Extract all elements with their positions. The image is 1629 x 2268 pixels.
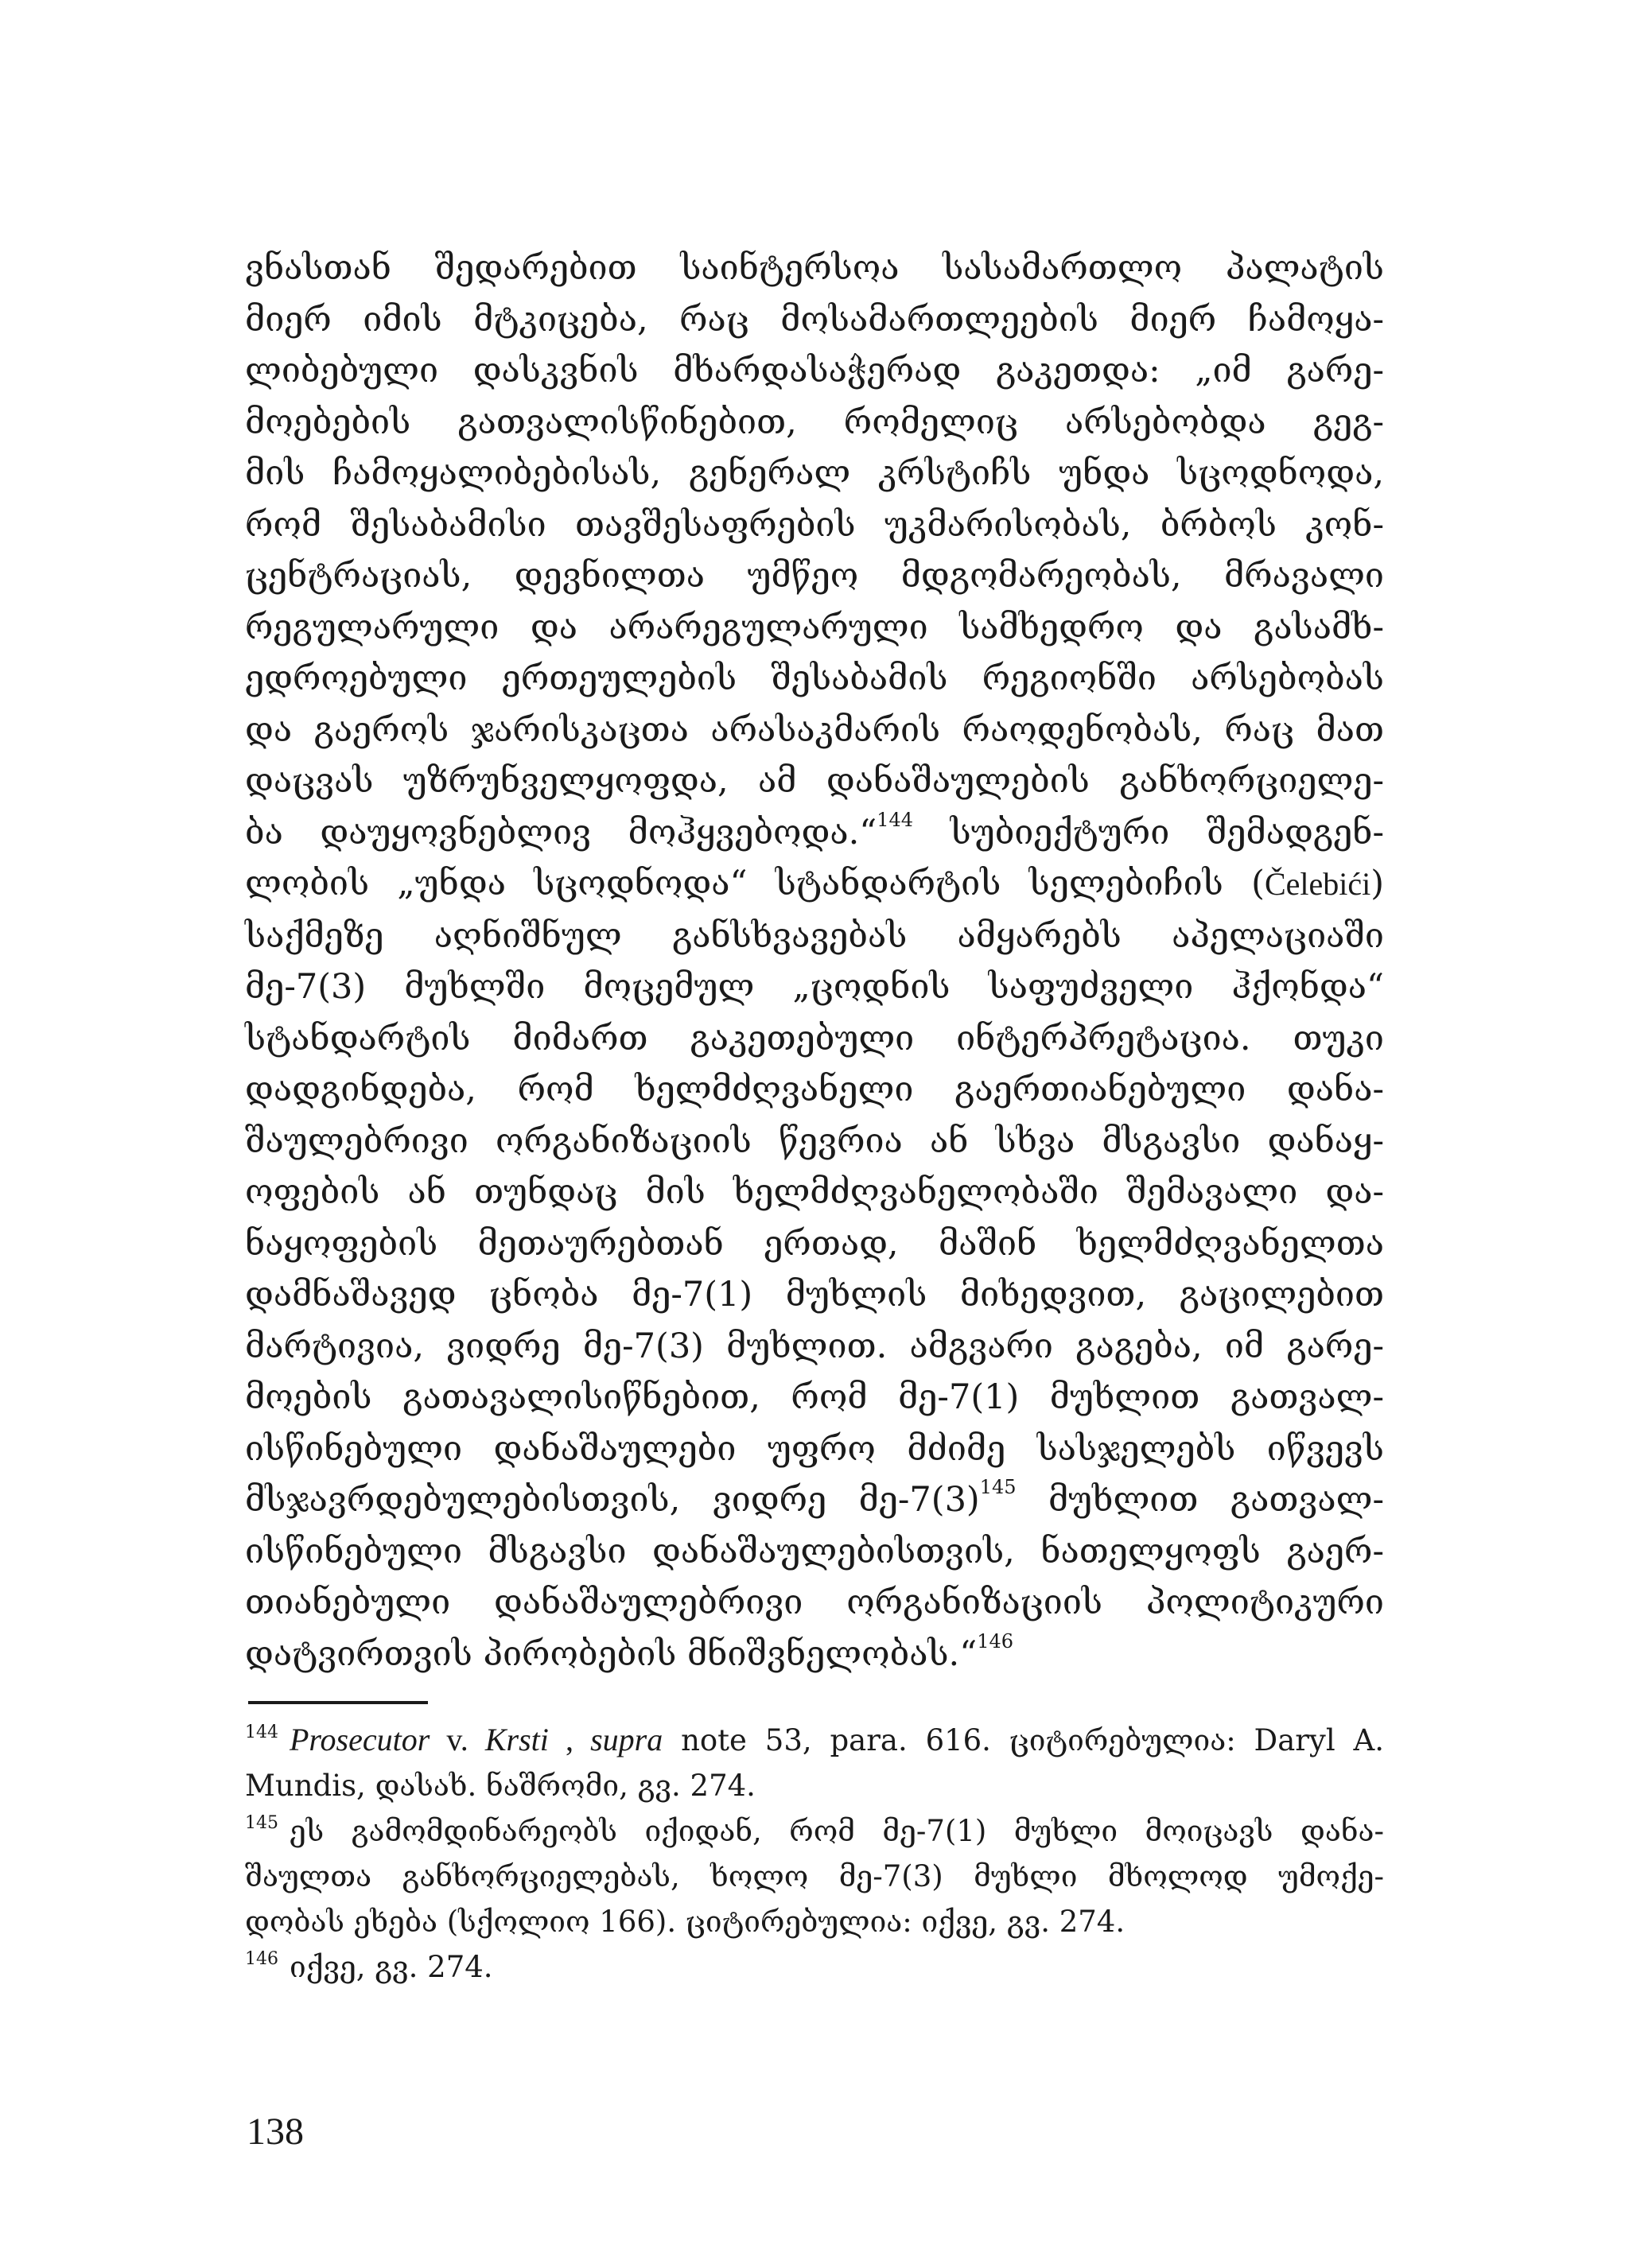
text-line: საქმეზე აღნიშნულ განსხვავებას ამყარებს აპელაციაში [245,915,1384,956]
text-line: მიერ იმის მტკიცება, რაც მოსამართლეების მიერ ჩამოყა- [245,299,1384,340]
main-text [245,243,1384,1680]
footnote-line [245,1717,1384,1763]
text-segment: მუხლით გათვალ- [1016,1480,1384,1520]
text-line [245,1474,1384,1526]
text-line: მის ჩამოყალიბებისას, გენერალ კრსტიჩს უნდა სცოდნოდა, [245,453,1384,493]
text-line: ვნასთან შედარებით საინტერსოა სასამართლო პალატის [245,248,1384,288]
footnote-ref-144[interactable]: 144 [877,808,914,831]
footnote-number: 146 [245,1949,278,1969]
text-line: ლიბებული დასკვნის მხარდასაჭერად გაკეთდა: „იმ გარე- [245,351,1384,390]
footnote-line [245,1808,1384,1854]
text-line: მე-7(3) მუხლში მოცემულ „ცოდნის საფუძველი ჰქონდა“ [245,967,1384,1007]
text-line: ედროებული ერთეულების შესაბამის რეგიონში არსებობას [245,658,1384,698]
text-line: მოებების გათვალისწინებით, რომელიც არსებობდა გეგ- [245,402,1384,442]
text-segment: note 53, para. 616. ციტირებულია: Daryl A. [663,1723,1384,1757]
footnote-number: 145 [245,1813,278,1833]
footnote-ref-146[interactable]: 146 [977,1629,1014,1652]
text-line: სტანდარტის მიმართ გაკეთებული ინტერპრეტაცია. თუკი [245,1018,1384,1058]
supra: supra [590,1722,663,1757]
text-line: ისწინებული მსგავსი დანაშაულებისთვის, ნათელყოფს გაერ- [245,1531,1384,1571]
text-line: დადგინდება, რომ ხელმძღვანელი გაერთიანებული დანა- [245,1070,1384,1109]
text-line: ოფების ან თუნდაც მის ხელმძღვანელობაში შემავალი და- [245,1172,1384,1212]
text-line [245,858,1384,911]
text-segment: , [548,1722,591,1757]
text-segment: იქვე, გვ. 274. [290,1950,493,1984]
text-segment: დატვირთვის პირობების მნიშვნელობას.“ [245,1633,978,1674]
text-line: ისწინებული დანაშაულები უფრო მძიმე სასჯელებს იწვევს [245,1428,1384,1469]
text-line: და გაეროს ჯარისკაცთა არასაკმარის რაოდენობას, რაც მათ [245,709,1384,750]
text-line: თიანებული დანაშაულებრივი ორგანიზაციის პოლიტიკური [245,1583,1384,1622]
footnote-line [245,1944,1384,1990]
footnote-145 [245,1808,1384,1944]
text-line: რეგულარული და არარეგულარული სამხედრო და გასამხ- [245,607,1384,647]
footnotes [245,1717,1384,1990]
footnote-line: Mundis, დასახ. ნაშრომი, გვ. 274. [245,1769,756,1803]
text-segment: ეს გამომდინარეობს იქიდან, რომ მე-7(1) მუხლი მოიცავს დანა- [290,1814,1384,1848]
footnote-separator [248,1701,428,1704]
footnote-144 [245,1717,1384,1808]
text-segment: მსჯავრდებულებისთვის, ვიდრე მე-7(3) [245,1480,980,1520]
text-line: რომ შესაბამისი თავშესაფრების უკმარისობას, ბრბოს კონ- [245,504,1384,545]
footnote-146 [245,1944,1384,1990]
text-segment: ბა დაუყოვნებლივ მოჰყვებოდა.“ [245,812,877,852]
text-line: დაცვას უზრუნველყოფდა, ამ დანაშაულების განხორციელე- [245,761,1384,801]
text-line: ცენტრაციას, დევნილთა უმწეო მდგომარეობას, მრავალი [245,556,1384,596]
case-name: Prosecutor [290,1722,430,1757]
text-line: მოების გათავალისიწნებით, რომ მე-7(1) მუხლით გათვალ- [245,1377,1384,1417]
case-name-celebici: Čelebići [1264,866,1371,902]
footnote-number: 144 [245,1722,278,1742]
page-number: 138 [247,2111,304,2153]
text-line: ნაყოფების მეთაურებთან ერთად, მაშინ ხელმძღვანელთა [245,1223,1384,1264]
text-line: შაულებრივი ორგანიზაციის წევრია ან სხვა მსგავსი დანაყ- [245,1120,1384,1161]
text-segment: სუბიექტური შემადგენ- [913,812,1384,852]
text-segment: ) [1370,864,1384,903]
text-line: დამნაშავედ ცნობა მე-7(1) მუხლის მიხედვით, გაცილებით [245,1275,1384,1315]
footnote-line: შაულთა განხორციელებას, ხოლო მე-7(3) მუხლი მხოლოდ უმოქე- [245,1859,1384,1893]
footnote-line: დობას ეხება (სქოლიო 166). ციტირებულია: იქვე, გვ. 274. [245,1905,1126,1939]
text-line [245,807,1384,859]
party-name: Krsti [484,1722,549,1757]
text-segment: v. [430,1722,485,1757]
text-line [245,1629,1384,1680]
text-segment: ლობის „უნდა სცოდნოდა“ სტანდარტის სელებიჩის ( [245,864,1265,903]
text-line: მარტივია, ვიდრე მე-7(3) მუხლით. ამგვარი გაგება, იმ გარე- [245,1326,1384,1366]
footnote-ref-145[interactable]: 145 [979,1476,1017,1498]
